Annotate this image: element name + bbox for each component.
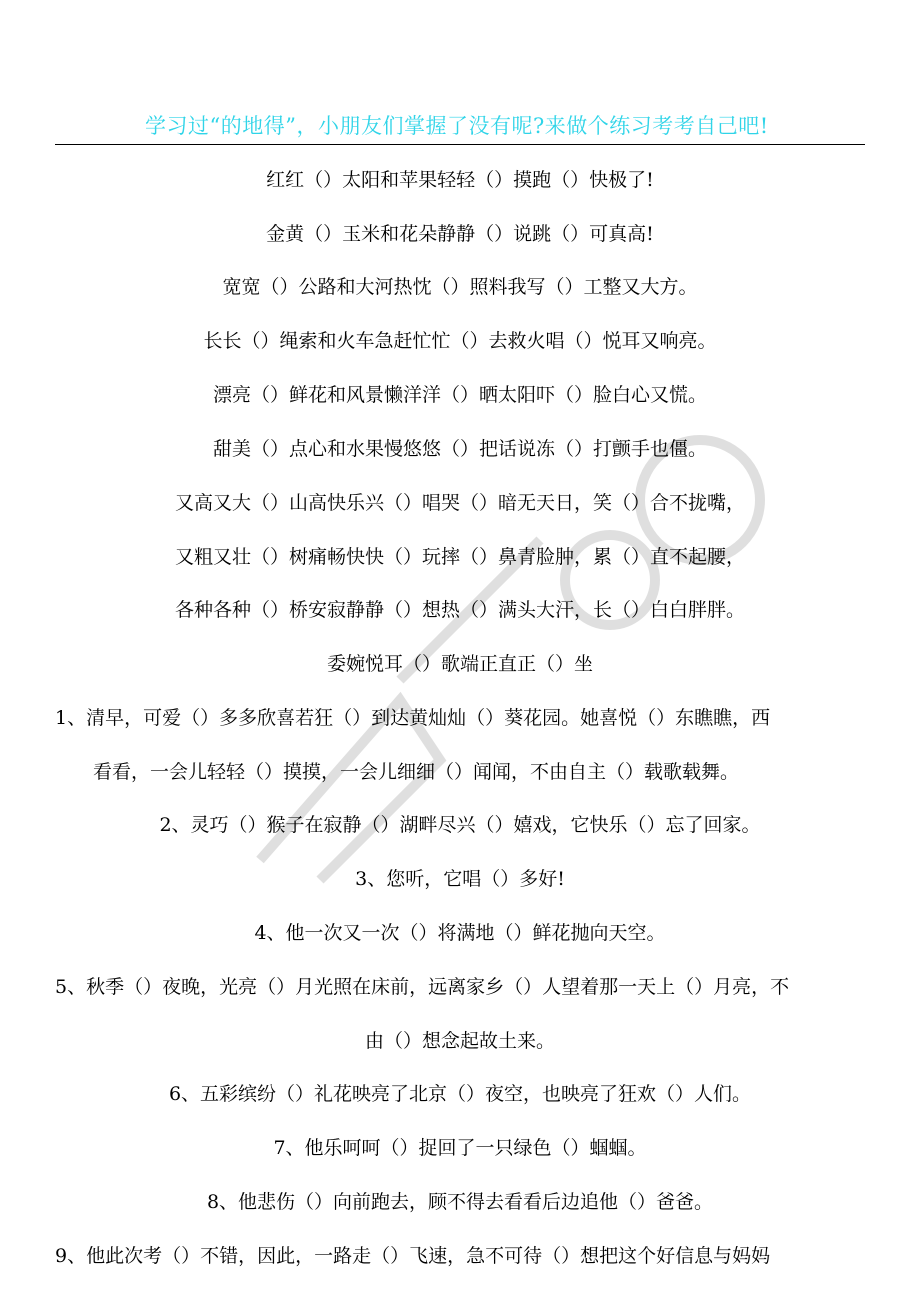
exercise-line: 4、他一次又一次（）将满地（）鲜花抛向天空。 [254,922,666,944]
exercise-line: 长长（）绳索和火车急赶忙忙（）去救火唱（）悦耳又响亮。 [203,330,717,352]
exercise-line: 委婉悦耳（）歌端正直正（）坐 [326,653,593,675]
exercise-line: 6、五彩缤纷（）礼花映亮了北京（）夜空，也映亮了狂欢（）人们。 [168,1083,752,1105]
exercise-line: 8、他悲伤（）向前跑去，顾不得去看看后边追他（）爸爸。 [206,1191,714,1213]
exercise-line: 2、灵巧（）猴子在寂静（）湖畔尽兴（）嬉戏，它快乐（）忘了回家。 [159,814,761,836]
exercise-line: 甜美（）点心和水果慢悠悠（）把话说冻（）打颤手也僵。 [212,438,707,460]
exercise-line: 宽宽（）公路和大河热忱（）照料我写（）工整又大方。 [222,276,698,298]
exercise-line: 金黄（）玉米和花朵静静（）说跳（）可真高! [266,223,654,245]
exercise-line: 1、清早，可爱（）多多欣喜若狂（）到达黄灿灿（）葵花园。她喜悦（）东瞧瞧，西 [55,707,771,729]
exercise-line: 漂亮（）鲜花和风景懒洋洋（）晒太阳吓（）脸白心又慌。 [212,384,707,406]
header-title: 学习过“的地得”，小朋友们掌握了没有呢?来做个练习考考自己吧! [145,114,769,138]
exercise-line: 又高又大（）山高快乐兴（）唱哭（）暗无天日，笑（）合不拢嘴， [174,492,745,514]
exercise-line: 红红（）太阳和苹果轻轻（）摸跑（）快极了! [266,169,654,191]
exercise-line: 5、秋季（）夜晚，光亮（）月光照在床前，远离家乡（）人望着那一天上（）月亮，不 [55,976,790,998]
exercise-line: 由（）想念起故土来。 [364,1030,555,1052]
exercise-line: 3、您听，它唱（）多好! [355,868,565,890]
exercise-line: 各种各种（）桥安寂静静（）想热（）满头大汗，长（）白白胖胖。 [174,599,745,621]
exercise-line: 看看，一会儿轻轻（）摸摸，一会儿细细（）闻闻，不由自主（）载歌载舞。 [93,761,740,783]
exercise-line: 又粗又壮（）树痛畅快快（）玩摔（）鼻青脸肿，累（）直不起腰， [174,546,745,568]
page-header [0,110,920,140]
exercise-line: 7、他乐呵呵（）捉回了一只绿色（）蝈蝈。 [273,1137,647,1159]
exercise-line: 9、他此次考（）不错，因此，一路走（）飞速，急不可待（）想把这个好信息与妈妈 [55,1245,771,1267]
header-divider [55,144,865,145]
